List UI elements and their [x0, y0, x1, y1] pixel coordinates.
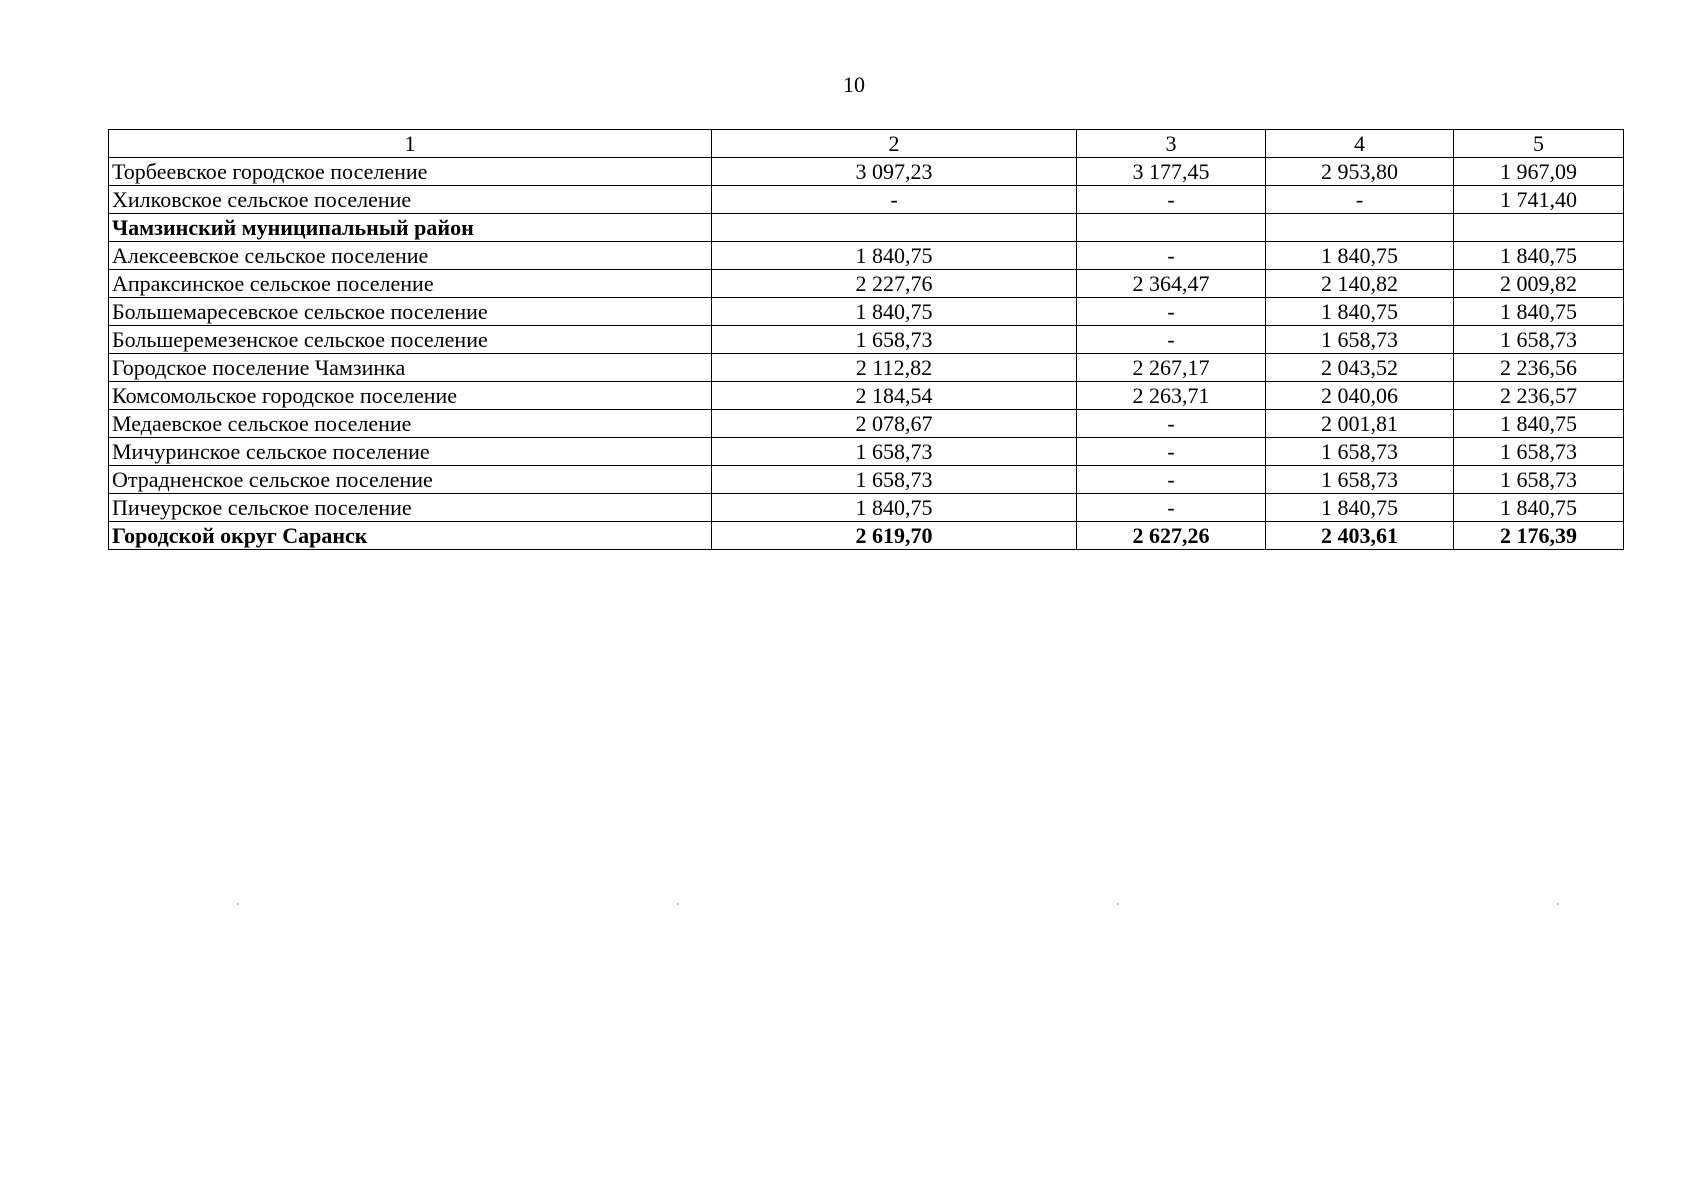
- column-4-cell: 1 658,73: [1266, 466, 1454, 494]
- tariff-table: [108, 129, 1624, 550]
- table-row: [109, 410, 1624, 438]
- row-name-cell: Большемаресевское сельское поселение: [109, 298, 712, 326]
- table-row: [109, 382, 1624, 410]
- row-name-cell: Алексеевское сельское поселение: [109, 242, 712, 270]
- column-5-cell: 2 009,82: [1454, 270, 1624, 298]
- column-2-cell: 2 112,82: [712, 354, 1077, 382]
- column-5-cell: 1 658,73: [1454, 438, 1624, 466]
- row-name-cell: Медаевское сельское поселение: [109, 410, 712, 438]
- column-4-cell: 1 840,75: [1266, 242, 1454, 270]
- row-name-cell: Городское поселение Чамзинка: [109, 354, 712, 382]
- row-name-cell: Отрадненское сельское поселение: [109, 466, 712, 494]
- column-3-cell: -: [1077, 242, 1266, 270]
- column-3-cell: 2 267,17: [1077, 354, 1266, 382]
- page-number: 10: [843, 72, 865, 97]
- column-4-cell: 1 840,75: [1266, 298, 1454, 326]
- row-name-cell: Пичеурское сельское поселение: [109, 494, 712, 522]
- row-name-cell: Торбеевское городское поселение: [109, 158, 712, 186]
- column-2-cell: 2 184,54: [712, 382, 1077, 410]
- column-5-cell: 2 236,57: [1454, 382, 1624, 410]
- scan-artifact-dot: [1117, 903, 1119, 905]
- table-row: [109, 186, 1624, 214]
- column-3-cell: -: [1077, 410, 1266, 438]
- column-2-cell: 1 840,75: [712, 298, 1077, 326]
- table-row: [109, 298, 1624, 326]
- table-row: [109, 466, 1624, 494]
- row-name-cell: Хилковское сельское поселение: [109, 186, 712, 214]
- column-3-cell: 2 263,71: [1077, 382, 1266, 410]
- column-4-cell: -: [1266, 186, 1454, 214]
- column-2-cell: 3 097,23: [712, 158, 1077, 186]
- column-4-cell: 1 840,75: [1266, 494, 1454, 522]
- column-3-cell: 2 364,47: [1077, 270, 1266, 298]
- column-5-cell: 1 840,75: [1454, 298, 1624, 326]
- column-3-cell: 3 177,45: [1077, 158, 1266, 186]
- column-5-cell: 1 658,73: [1454, 326, 1624, 354]
- column-2-cell: 1 658,73: [712, 466, 1077, 494]
- table-row: [109, 270, 1624, 298]
- column-4-cell: 1 658,73: [1266, 326, 1454, 354]
- column-header-2: 2: [712, 130, 1077, 158]
- table-row: [109, 158, 1624, 186]
- column-4-cell: 2 043,52: [1266, 354, 1454, 382]
- column-5-cell: 1 967,09: [1454, 158, 1624, 186]
- column-2-cell: 1 840,75: [712, 242, 1077, 270]
- column-5-cell: 1 840,75: [1454, 242, 1624, 270]
- column-5-cell: 2 236,56: [1454, 354, 1624, 382]
- table-header-row: [109, 130, 1624, 158]
- table-row: [109, 494, 1624, 522]
- column-4-cell: 2 403,61: [1266, 522, 1454, 550]
- column-3-cell: -: [1077, 186, 1266, 214]
- column-4-cell: [1266, 214, 1454, 242]
- column-3-cell: -: [1077, 298, 1266, 326]
- table-section-row: [109, 214, 1624, 242]
- scan-artifact-dot: [677, 903, 679, 905]
- column-5-cell: 1 658,73: [1454, 466, 1624, 494]
- column-3-cell: [1077, 214, 1266, 242]
- row-name-cell: Городской округ Саранск: [109, 522, 712, 550]
- column-2-cell: [712, 214, 1077, 242]
- column-2-cell: 2 227,76: [712, 270, 1077, 298]
- table-row: [109, 326, 1624, 354]
- column-3-cell: -: [1077, 466, 1266, 494]
- column-header-3: 3: [1077, 130, 1266, 158]
- column-4-cell: 2 140,82: [1266, 270, 1454, 298]
- row-name-cell: Апраксинское сельское поселение: [109, 270, 712, 298]
- row-name-cell: Большеремезенское сельское поселение: [109, 326, 712, 354]
- column-header-1: 1: [109, 130, 712, 158]
- table-row: [109, 242, 1624, 270]
- column-5-cell: 1 840,75: [1454, 494, 1624, 522]
- column-header-5: 5: [1454, 130, 1624, 158]
- row-name-cell: Комсомольское городское поселение: [109, 382, 712, 410]
- column-4-cell: 2 040,06: [1266, 382, 1454, 410]
- column-2-cell: 1 658,73: [712, 326, 1077, 354]
- column-3-cell: -: [1077, 326, 1266, 354]
- column-2-cell: 2 078,67: [712, 410, 1077, 438]
- column-4-cell: 2 953,80: [1266, 158, 1454, 186]
- column-header-4: 4: [1266, 130, 1454, 158]
- column-2-cell: 2 619,70: [712, 522, 1077, 550]
- column-3-cell: -: [1077, 438, 1266, 466]
- column-5-cell: [1454, 214, 1624, 242]
- column-2-cell: 1 840,75: [712, 494, 1077, 522]
- column-5-cell: 2 176,39: [1454, 522, 1624, 550]
- scan-artifact-dot: [1557, 903, 1559, 905]
- table-section-row: [109, 522, 1624, 550]
- column-3-cell: -: [1077, 494, 1266, 522]
- column-4-cell: 2 001,81: [1266, 410, 1454, 438]
- column-2-cell: -: [712, 186, 1077, 214]
- column-5-cell: 1 840,75: [1454, 410, 1624, 438]
- row-name-cell: Чамзинский муниципальный район: [109, 214, 712, 242]
- column-3-cell: 2 627,26: [1077, 522, 1266, 550]
- column-5-cell: 1 741,40: [1454, 186, 1624, 214]
- table-row: [109, 438, 1624, 466]
- table-body: [109, 130, 1624, 550]
- table-row: [109, 354, 1624, 382]
- column-2-cell: 1 658,73: [712, 438, 1077, 466]
- column-4-cell: 1 658,73: [1266, 438, 1454, 466]
- row-name-cell: Мичуринское сельское поселение: [109, 438, 712, 466]
- scan-artifact-dot: [237, 903, 239, 905]
